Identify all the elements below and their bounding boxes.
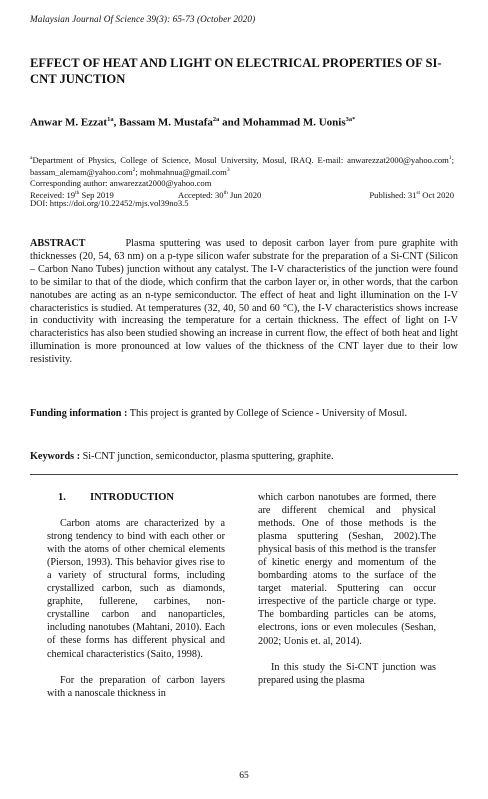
abstract-label: ABSTRACT [30, 238, 86, 249]
body-column-right [258, 491, 436, 687]
received-date: Received: 19th Sep 2019 [30, 189, 114, 200]
paper-title: EFFECT OF HEAT AND LIGHT ON ELECTRICAL PROPERTIES OF SI-CNT JUNCTION [30, 56, 442, 86]
author-3-name: Mohammad M. Uonis [242, 116, 346, 129]
affiliation-text: $^a$Department of Physics, College of Science, Mosul University, Mosul, IRAQ. E-mail: anwarezzat2000@yahoo.com$^1$; bassam_alemam@yahoo.com$^2$; mohmahnua@gmail.com$^3$ [30, 154, 454, 178]
section-divider [30, 474, 458, 475]
body-column-left [47, 491, 225, 700]
funding-information [30, 407, 458, 420]
accepted-date: Accepted: 30th Jun 2020 [178, 189, 262, 200]
funding-text: This project is granted by College of Science - University of Mosul. [127, 408, 408, 419]
body-paragraph: For the preparation of carbon layers with a nanoscale thickness in [47, 674, 225, 699]
author-separator: , [113, 116, 120, 129]
body-paragraph: Carbon atoms are characterized by a strong tendency to bind with each other or with the atoms of other chemical elements (Pierson, 1993). This behavior gives rise to a variety of structural forms, including crystallized carbon, such as diamonds, graphite, fullerene, carbines, non-crystalline carbon and nanoparticles, including nanotubes (Mahtani, 2010). Each of these forms has different physical and chemical characteristics (Saito, 1998). [47, 518, 225, 660]
body-paragraph: which carbon nanotubes are formed, there are different chemical and physical methods. One of those methods is the plasma sputtering (Seshan, 2002).The physical basis of this method is the transfer of kinetic energy and momentum of the bombarding atoms to the surface of the target material. Sputtering can occur irrespective of the particle charge or type. The bombarding particles can be atoms, electrons, ions or even molecules (Seshan, 2002; Uonis et. al, 2014). [258, 492, 436, 647]
author-1-name: Anwar M. Ezzat [30, 116, 108, 129]
abstract-text: Plasma sputtering was used to deposit carbon layer from pure graphite with thicknesses (20, 54, 63 nm) on a p-type silicon wafer substrate for the preparation of a Si-CNT (Silicon – Carbon Nano Tubes) junction without any catalyst. The I-V characteristics of the junction were found to be similar to that of the diode, which confirm that the carbon layer or, in other words, that the carbon nanotubes are acting as an n-type semiconductor. The effect of heat and light illumination on the I-V characteristics is studied. At temperatures (32, 40, 50 and 60 °C), the I-V characteristics shows increase in conductivity with increasing the temperature for a certain thickness. The effect of light on I-V characteristics has also been studied showing an increase in current flow, the effect of both heat and light illumination is more pronounced at low values of the thickness of the CNT layer due to their low resistivity. [30, 238, 458, 366]
author-2-name: Bassam M. Mustafa [119, 116, 213, 129]
section-number: 1. [58, 492, 66, 503]
section-title: INTRODUCTION [90, 492, 175, 503]
dates-row [30, 188, 454, 198]
doi: DOI: https://doi.org/10.22452/mjs.vol39no3.5 [30, 198, 189, 209]
published-date: Published: 31st Oct 2020 [369, 189, 454, 200]
running-head: Malaysian Journal Of Science 39(3): 65-73 (October 2020) [30, 14, 256, 24]
abstract [30, 238, 458, 367]
page-number: 65 [239, 771, 249, 781]
keywords-text: Si-CNT junction, semiconductor, plasma sputtering, graphite. [80, 451, 334, 462]
author-list [30, 116, 460, 129]
affiliation-marker: a [30, 155, 33, 161]
author-and: and [219, 116, 243, 129]
funding-label: Funding information : [30, 408, 128, 419]
author-3-affil-mark: 3a* [345, 116, 356, 123]
corresponding-author: Corresponding author: anwarezzat2000@yahoo.com [30, 177, 212, 188]
section-heading-introduction [58, 491, 225, 504]
author-2-affil-mark: 2a [212, 116, 220, 123]
body-paragraph: In this study the Si-CNT junction was prepared using the plasma [258, 661, 436, 686]
affiliation-block [30, 153, 454, 209]
keywords [30, 450, 458, 463]
keywords-label: Keywords : [30, 451, 81, 462]
author-1-affil-mark: 1a [107, 116, 114, 123]
